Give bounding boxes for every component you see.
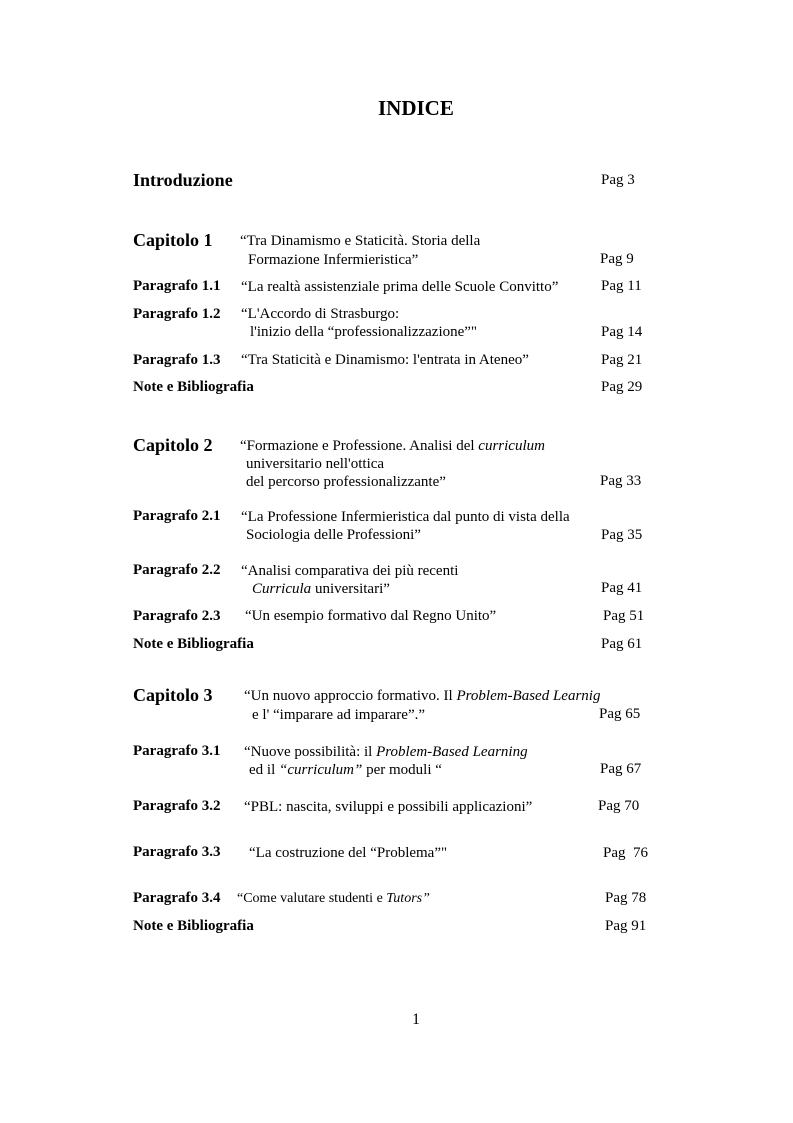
paragraph-3-2-text: “PBL: nascita, sviluppi e possibili applicazioni” (244, 799, 533, 815)
paragraph-1-1-label: Paragrafo 1.1 (133, 278, 221, 294)
paragraph-3-4-text-b: Tutors” (386, 891, 430, 906)
paragraph-2-1-page: Pag 35 (601, 527, 643, 543)
paragraph-1-1-page: Pag 11 (601, 278, 642, 294)
chapter-3-notes-page: Pag 91 (605, 918, 647, 934)
paragraph-2-2-text-line1: “Analisi comparativa dei più recenti (241, 563, 459, 579)
paragraph-3-3-label: Paragrafo 3.3 (133, 844, 221, 860)
chapter-2-title-line1-b: curriculum (478, 438, 545, 454)
paragraph-2-2-text-line2-a: Curricula (252, 581, 312, 597)
chapter-2-notes-page: Pag 61 (601, 636, 643, 652)
intro-label: Introduzione (133, 170, 233, 190)
paragraph-2-2-text-line2-b: universitari” (311, 581, 390, 597)
paragraph-3-4-page: Pag 78 (605, 890, 647, 906)
paragraph-1-1-text: “La realtà assistenziale prima delle Scuole Convitto” (241, 279, 559, 295)
paragraph-3-1-text-line2-b: “curriculum” (279, 762, 363, 778)
chapter-2-title-line1-a: “Formazione e Professione. Analisi del (240, 438, 479, 454)
chapter-2-page: Pag 33 (600, 473, 642, 489)
page-title: INDICE (378, 96, 454, 120)
chapter-2-label: Capitolo 2 (133, 435, 213, 455)
paragraph-3-4-text (237, 891, 430, 907)
chapter-2-title-line3: del percorso professionalizzante” (246, 474, 446, 490)
paragraph-2-1-text-line1: “La Professione Infermieristica dal punto di vista della (241, 509, 570, 525)
intro-page: Pag 3 (601, 172, 635, 188)
chapter-1-notes-page: Pag 29 (601, 379, 643, 395)
paragraph-2-2-page: Pag 41 (601, 580, 643, 596)
chapter-3-title-line2: e l' “imparare ad imparare”.” (252, 707, 426, 723)
paragraph-3-2-label: Paragrafo 3.2 (133, 798, 221, 814)
paragraph-3-4-label: Paragrafo 3.4 (133, 890, 221, 906)
paragraph-1-3-text: “Tra Staticità e Dinamismo: l'entrata in Ateneo” (241, 352, 529, 368)
paragraph-3-1-page: Pag 67 (600, 761, 642, 777)
paragraph-2-2-text-line2 (252, 581, 390, 598)
paragraph-3-3-text: “La costruzione del “Problema”" (249, 845, 448, 861)
paragraph-3-1-text-line1-b: Problem-Based Learning (376, 744, 528, 760)
paragraph-3-4-text-a: “Come valutare studenti e (237, 891, 387, 906)
chapter-1-label: Capitolo 1 (133, 230, 213, 250)
paragraph-1-2-page: Pag 14 (601, 324, 643, 340)
paragraph-3-1-text-line2-c: per moduli “ (362, 762, 442, 778)
paragraph-3-2-page: Pag 70 (598, 798, 640, 814)
chapter-3-notes-label: Note e Bibliografia (133, 918, 254, 934)
paragraph-3-3-page: Pag 76 (603, 845, 648, 861)
paragraph-2-1-text-line2: Sociologia delle Professioni” (246, 527, 421, 543)
paragraph-2-1-label: Paragrafo 2.1 (133, 508, 221, 524)
chapter-3-title-line1 (244, 688, 600, 705)
paragraph-1-2-text-line2: l'inizio della “professionalizzazione”" (250, 324, 478, 340)
paragraph-1-2-text-line1: “L'Accordo di Strasburgo: (241, 306, 400, 322)
paragraph-1-3-label: Paragrafo 1.3 (133, 352, 221, 368)
paragraph-2-3-page: Pag 51 (603, 608, 645, 624)
paragraph-1-2-label: Paragrafo 1.2 (133, 306, 221, 322)
chapter-3-title-line1-a: “Un nuovo approccio formativo. Il (244, 688, 457, 704)
chapter-1-title-line1: “Tra Dinamismo e Staticità. Storia della (240, 233, 481, 249)
paragraph-3-1-text-line2-a: ed il (249, 762, 279, 778)
chapter-3-page: Pag 65 (599, 706, 641, 722)
chapter-1-page: Pag 9 (600, 251, 634, 267)
paragraph-2-3-label: Paragrafo 2.3 (133, 608, 221, 624)
chapter-3-title-line1-b: Problem-Based Learnig (456, 688, 601, 704)
paragraph-3-1-label: Paragrafo 3.1 (133, 743, 221, 759)
chapter-2-notes-label: Note e Bibliografia (133, 636, 254, 652)
chapter-1-notes-label: Note e Bibliografia (133, 379, 254, 395)
paragraph-1-3-page: Pag 21 (601, 352, 643, 368)
paragraph-3-1-text-line1-a: “Nuove possibilità: il (244, 744, 377, 760)
paragraph-3-1-text-line1 (244, 744, 528, 761)
paragraph-2-2-label: Paragrafo 2.2 (133, 562, 221, 578)
page-number: 1 (412, 1011, 420, 1028)
chapter-1-title-line2: Formazione Infermieristica” (248, 252, 419, 268)
chapter-2-title-line2: universitario nell'ottica (246, 456, 385, 472)
chapter-2-title-line1 (240, 438, 545, 455)
chapter-3-label: Capitolo 3 (133, 685, 213, 705)
paragraph-2-3-text: “Un esempio formativo dal Regno Unito” (245, 608, 497, 624)
paragraph-3-1-text-line2 (249, 762, 442, 779)
